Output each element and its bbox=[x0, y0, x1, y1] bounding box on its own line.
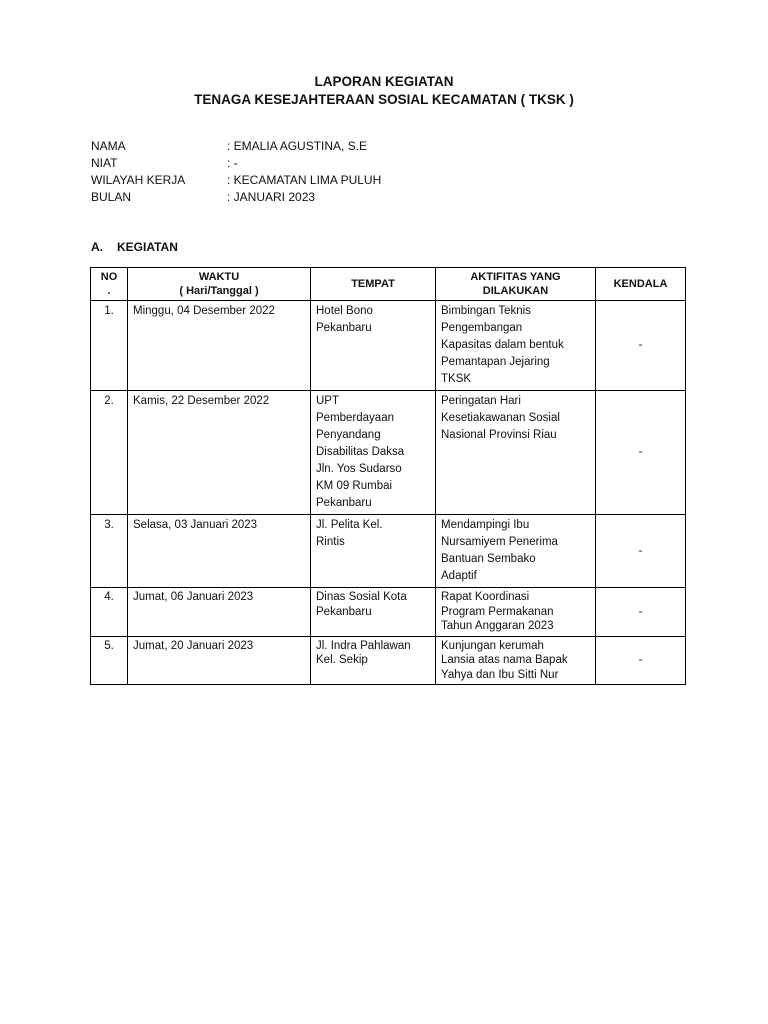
cell-kendala: - bbox=[596, 301, 686, 391]
table-row bbox=[91, 636, 686, 685]
cell-tempat: Hotel Bono Pekanbaru bbox=[311, 301, 436, 391]
cell-aktifitas: Mendampingi Ibu Nursamiyem Penerima Bantuan Sembako Adaptif bbox=[436, 515, 596, 588]
table-row bbox=[91, 391, 686, 515]
info-value: : - bbox=[227, 156, 238, 170]
section-letter: A. bbox=[91, 240, 103, 254]
cell-aktifitas: Peringatan Hari Kesetiakawanan Sosial Nasional Provinsi Riau bbox=[436, 391, 596, 515]
table-row bbox=[91, 588, 686, 637]
cell-tempat: UPT Pemberdayaan Penyandang Disabilitas Daksa Jln. Yos Sudarso KM 09 Rumbai Pekanbaru bbox=[311, 391, 436, 515]
activity-table bbox=[90, 267, 686, 685]
info-value: : KECAMATAN LIMA PULUH bbox=[227, 173, 382, 187]
info-label: BULAN bbox=[91, 190, 132, 204]
cell-aktifitas: Rapat Koordinasi Program Permakanan Tahun Anggaran 2023 bbox=[436, 588, 596, 637]
cell-no: 1. bbox=[91, 301, 128, 391]
table-row bbox=[91, 301, 686, 391]
table-row bbox=[91, 515, 686, 588]
section-heading bbox=[91, 240, 178, 254]
info-value: : EMALIA AGUSTINA, S.E bbox=[227, 139, 368, 153]
cell-tempat: Jl. Indra Pahlawan Kel. Sekip bbox=[311, 636, 436, 685]
cell-tempat: Dinas Sosial Kota Pekanbaru bbox=[311, 588, 436, 637]
cell-no: 2. bbox=[91, 391, 128, 515]
info-label: NAMA bbox=[91, 139, 126, 153]
header-no: NO . bbox=[91, 268, 128, 301]
header-tempat: TEMPAT bbox=[311, 268, 436, 301]
header-aktifitas: AKTIFITAS YANG DILAKUKAN bbox=[436, 268, 596, 301]
cell-kendala: - bbox=[596, 588, 686, 637]
cell-no: 3. bbox=[91, 515, 128, 588]
cell-kendala: - bbox=[596, 515, 686, 588]
document-subtitle: TENAGA KESEJAHTERAAN SOSIAL KECAMATAN ( TKSK ) bbox=[194, 92, 574, 107]
info-label: NIAT bbox=[91, 156, 118, 170]
section-title: KEGIATAN bbox=[117, 240, 178, 254]
cell-aktifitas: Bimbingan Teknis Pengembangan Kapasitas dalam bentuk Pemantapan Jejaring TKSK bbox=[436, 301, 596, 391]
cell-kendala: - bbox=[596, 391, 686, 515]
header-waktu: WAKTU ( Hari/Tanggal ) bbox=[128, 268, 311, 301]
cell-no: 5. bbox=[91, 636, 128, 685]
table-header-row bbox=[91, 268, 686, 301]
cell-kendala: - bbox=[596, 636, 686, 685]
header-kendala: KENDALA bbox=[596, 268, 686, 301]
cell-tempat: Jl. Pelita Kel. Rintis bbox=[311, 515, 436, 588]
info-value: : JANUARI 2023 bbox=[227, 190, 316, 204]
cell-aktifitas: Kunjungan kerumah Lansia atas nama Bapak Yahya dan Ibu Sitti Nur bbox=[436, 636, 596, 685]
cell-waktu: Minggu, 04 Desember 2022 bbox=[128, 301, 311, 391]
cell-waktu: Selasa, 03 Januari 2023 bbox=[128, 515, 311, 588]
cell-waktu: Jumat, 06 Januari 2023 bbox=[128, 588, 311, 637]
cell-no: 4. bbox=[91, 588, 128, 637]
info-label: WILAYAH KERJA bbox=[91, 173, 186, 187]
document-title: LAPORAN KEGIATAN bbox=[314, 74, 454, 89]
cell-waktu: Jumat, 20 Januari 2023 bbox=[128, 636, 311, 685]
cell-waktu: Kamis, 22 Desember 2022 bbox=[128, 391, 311, 515]
